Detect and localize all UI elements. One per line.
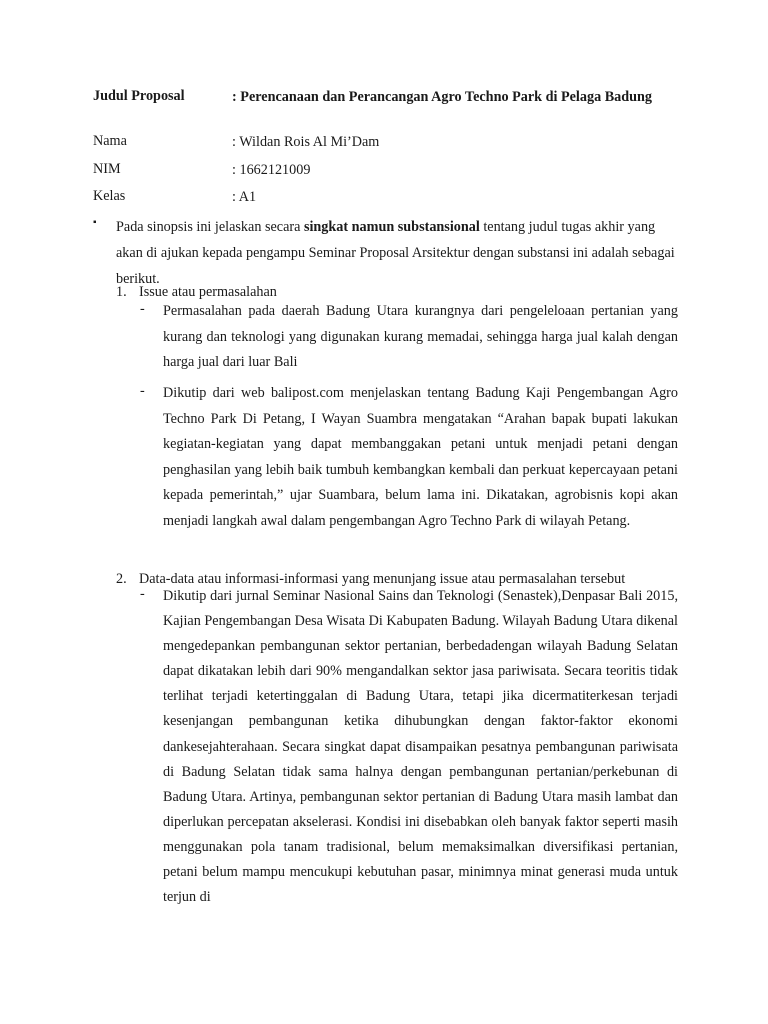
section-number: 2. bbox=[116, 571, 127, 587]
section-title: Data-data atau informasi-informasi yang menunjang issue atau permasalahan tersebut bbox=[139, 571, 626, 587]
item-text: Dikutip dari web balipost.com menjelaskan tentang Badung Kaji Pengembangan Agro Techno Park Di Petang, I Wayan Suambra mengatakan “Arahan bapak bupati lakukan kegiatan-kegiatan yang dapat membanggakan petani untuk menjadi petani dengan penghasilan yang lebih baik tumbuh kembangkan kembali dan perkuat kepercayaan petani kepada pemerintah,” ujar Suambara, belum lama ini. Dikatakan, agrobisnis kopi akan menjadi langkah awal dalam pengembangan Agro Techno Park di wilayah Petang. bbox=[163, 385, 678, 529]
nim-value: : 1662121009 bbox=[232, 162, 311, 178]
intro-paragraph bbox=[93, 214, 683, 292]
nim-row bbox=[93, 161, 683, 181]
judul-label: Judul Proposal bbox=[93, 88, 185, 104]
dash-marker: - bbox=[140, 301, 145, 317]
square-bullet-icon: ▪ bbox=[93, 217, 97, 228]
judul-value: : Perencanaan dan Perancangan Agro Techno Park di Pelaga Badung bbox=[232, 89, 653, 105]
judul-row bbox=[93, 88, 683, 128]
section-number: 1. bbox=[116, 284, 127, 300]
nama-label: Nama bbox=[93, 133, 127, 149]
nama-value: : Wildan Rois Al Mi’Dam bbox=[232, 134, 380, 150]
intro-text: Pada sinopsis ini jelaskan secara singkat namun substansional tentang judul tugas akhir yang akan di ajukan kepada pengampu Seminar Proposal Arsitektur dengan substansi ini adalah sebagai berikut. bbox=[116, 219, 675, 287]
dash-marker: - bbox=[140, 586, 145, 602]
section-1-item-1 bbox=[140, 299, 678, 376]
nim-label: NIM bbox=[93, 161, 121, 177]
kelas-value: : A1 bbox=[232, 189, 257, 205]
section-title: Issue atau permasalahan bbox=[139, 284, 277, 300]
nama-row bbox=[93, 133, 683, 153]
section-1-item-2 bbox=[140, 381, 678, 534]
section-2-item-1 bbox=[140, 584, 678, 910]
intro-emphasis: singkat namun substansional bbox=[303, 219, 480, 235]
kelas-label: Kelas bbox=[93, 188, 126, 204]
item-text: Dikutip dari jurnal Seminar Nasional Sains dan Teknologi (Senastek),Denpasar Bali 2015, Kajian Pengembangan Desa Wisata Di Kabupaten Badung. Wilayah Badung Utara dikenal mengedepankan pembangunan sektor pertanian, berbedadengan wilayah Badung Selatan dapat dikatakan lebih dari 90% mengandalkan sektor jasa pariwisata. Secara teoritis tidak terlihat terjadi ketertinggalan di Badung Utara, tetapi jika dicermatiterkesan terjadi kesenjangan pembangunan ketika dihubungkan dengan faktor-faktor ekonomi dankesejahterahaan. Secara singkat dapat disampaikan pesatnya pembangunan pariwisata di Badung Selatan tidak sama halnya dengan pembangunan pertanian/perkebunan di Badung Utara. Artinya, pembangunan sektor pertanian di Badung Utara masih lambat dan diperlukan percepatan akselerasi. Kondisi ini disebabkan oleh banyak faktor seperti masih menggunakan pola tanam tradisional, belum memaksimalkan diversifikasi pertanian, petani belum mampu mencukupi kebutuhan pasar, minimnya minat generasi muda untuk terjun di bbox=[163, 588, 678, 906]
item-text: Permasalahan pada daerah Badung Utara kurangnya dari pengeleloaan pertanian yang kurang dan teknologi yang digunakan kurang memadai, sehingga harga jual kalah dengan harga jual dari luar Bali bbox=[163, 303, 678, 370]
dash-marker: - bbox=[140, 383, 145, 399]
kelas-row bbox=[93, 188, 683, 208]
